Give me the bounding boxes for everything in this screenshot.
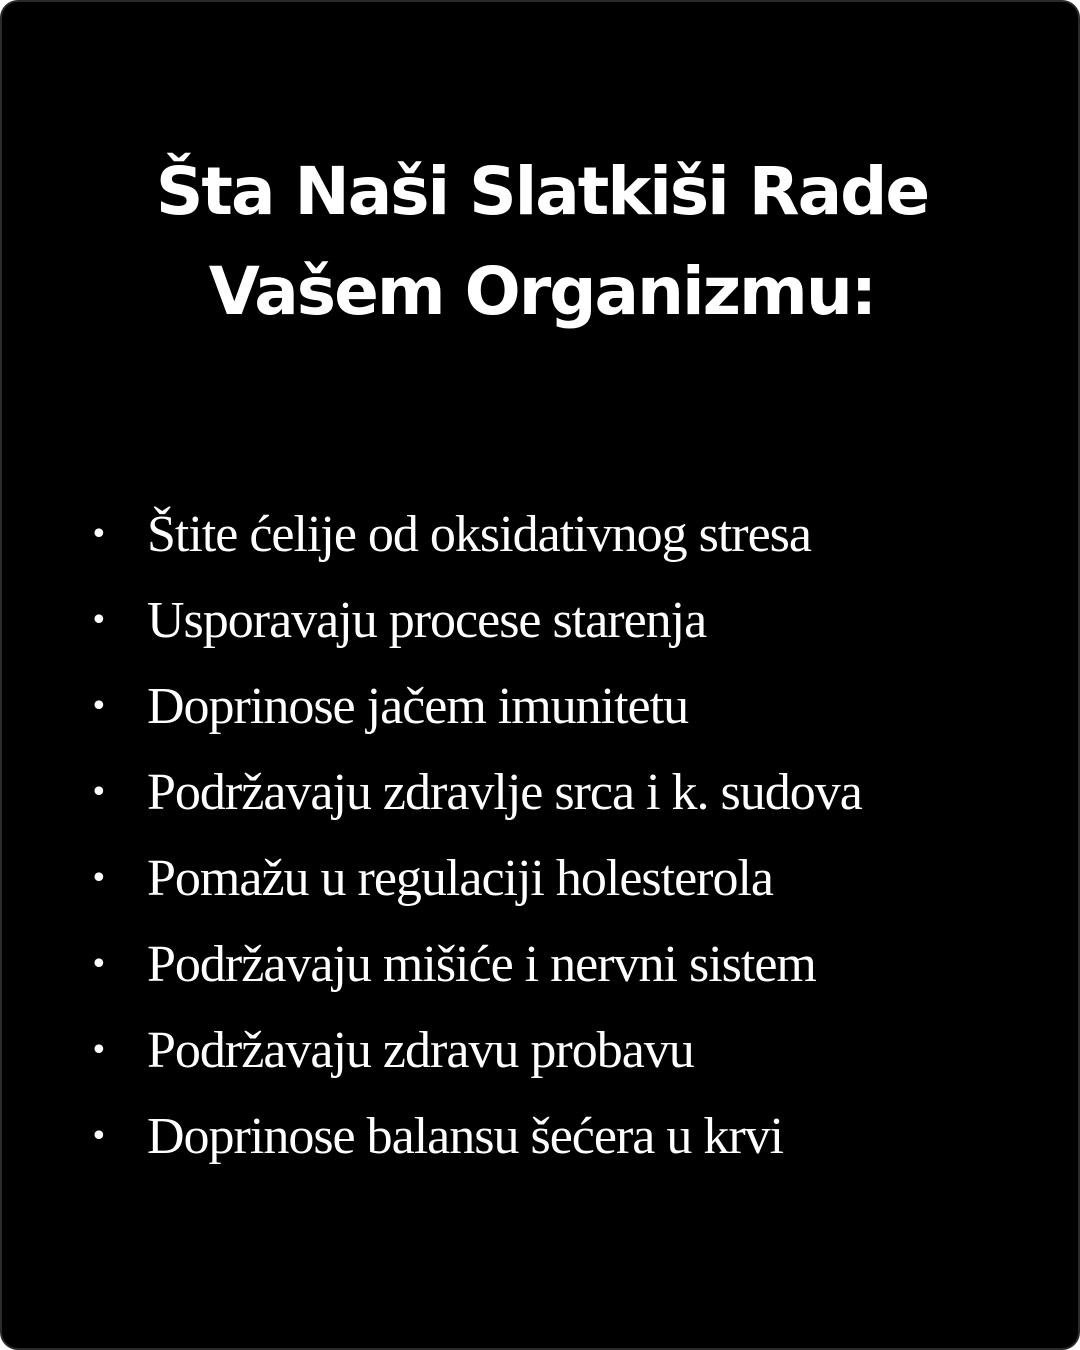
- benefit-text: Podržavaju zdravlje srca i k. sudova: [147, 764, 862, 821]
- benefit-text: Podržavaju zdravu probavu: [147, 1022, 694, 1079]
- benefit-text: Doprinose balansu šećera u krvi: [147, 1108, 784, 1165]
- benefits-list: [2, 492, 1080, 1180]
- benefit-item: [2, 492, 1080, 578]
- bullet-icon: •: [90, 689, 108, 724]
- bullet-icon: •: [90, 775, 108, 810]
- benefit-text: Doprinose jačem imunitetu: [147, 678, 689, 735]
- title-line-1: Šta Naši Slatkiši Rade: [155, 153, 929, 230]
- benefit-item: [2, 1094, 1080, 1180]
- bullet-icon: •: [90, 1033, 108, 1068]
- bullet-icon: •: [90, 861, 108, 896]
- benefit-item: [2, 836, 1080, 922]
- page-title: [2, 142, 1080, 342]
- benefit-text: Usporavaju procese starenja: [147, 592, 707, 649]
- bullet-icon: •: [90, 947, 108, 982]
- benefit-text: Podržavaju mišiće i nervni sistem: [147, 936, 816, 993]
- bullet-icon: •: [90, 517, 108, 552]
- benefit-item: [2, 664, 1080, 750]
- bullet-icon: •: [90, 1119, 108, 1154]
- benefit-item: [2, 1008, 1080, 1094]
- benefit-text: Pomažu u regulaciji holesterola: [147, 850, 774, 907]
- benefit-item: [2, 922, 1080, 1008]
- benefit-item: [2, 578, 1080, 664]
- title-line-2: Vašem Organizmu:: [208, 253, 876, 330]
- benefit-item: [2, 750, 1080, 836]
- benefit-text: Štite ćelije od oksidativnog stresa: [147, 506, 811, 563]
- bullet-icon: •: [90, 603, 108, 638]
